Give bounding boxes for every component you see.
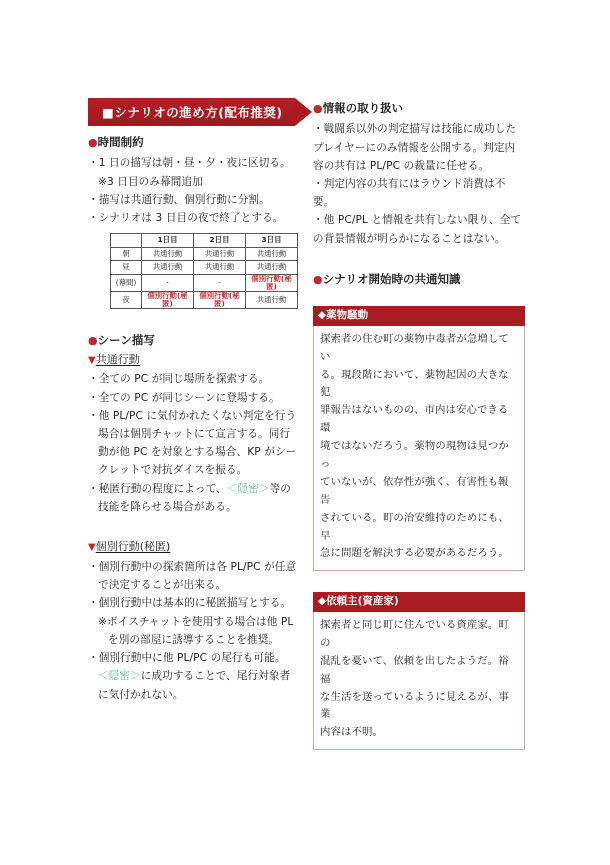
table-corner-cell — [111, 234, 142, 248]
time-limit-line: ※3 日目のみ幕間追加 — [98, 175, 203, 188]
heading-common-action-label: 共通行動 — [95, 352, 140, 366]
heading-info-handling-label: 情報の取り扱い — [322, 101, 404, 115]
table-col-header: 2日目 — [194, 234, 246, 248]
infobox-line: 探索者の住む町の薬物中毒者が急増してい — [320, 332, 509, 363]
triangle-bullet-icon: ▼ — [88, 354, 96, 366]
heading-time-limit-label: 時間制約 — [97, 135, 144, 149]
stealth-line-prefix: ・秘匿行動の程度によって、 — [88, 482, 227, 495]
circle-bullet-icon: ● — [88, 136, 98, 149]
section-ribbon-scenario-flow — [88, 98, 295, 126]
common-action-stealth-line-2: 技能を降らせる場合がある。 — [98, 500, 237, 513]
individual-action-line: ・個別行動中は基本的に秘匿描写とする。 — [88, 597, 292, 610]
table-cell: 共通行動 — [194, 247, 246, 261]
left-column — [88, 98, 300, 704]
info-handling-line: ・戦闘系以外の判定描写は技能に成功した — [313, 123, 517, 136]
circle-bullet-icon: ● — [313, 102, 323, 115]
common-action-line: 場合は個別チャットにて宣言する。同行 — [98, 428, 291, 441]
table-col-header: 1日目 — [142, 234, 194, 248]
table-row — [111, 261, 298, 275]
stealth-line-suffix: 等の — [269, 482, 291, 495]
individual-action-line: ・個別行動中に他 PL/PC の尾行も可能。 — [88, 652, 286, 665]
infobox-line: 内容は不明。 — [320, 726, 383, 739]
infobox-line: 探索者と同じ町に住んでいる資産家。町の — [320, 618, 509, 649]
heading-info-handling — [313, 101, 525, 116]
infobox-title: 薬物騒動 — [326, 309, 369, 322]
heading-common-action — [88, 353, 300, 368]
stealth-line-suffix: に成功することで、尾行対象者 — [140, 670, 291, 683]
table-header-row — [111, 234, 298, 248]
individual-action-line: ・個別行動中の探索箇所は各 PL/PC が任意 — [88, 560, 297, 573]
individual-action-stealth-line — [88, 667, 300, 685]
infobox-body — [313, 326, 525, 572]
table-row — [111, 274, 298, 291]
infobox-line: 急に問題を解決する必要があるだろう。 — [320, 547, 509, 560]
time-limit-line: ・シナリオは 3 日目の夜で終了とする。 — [88, 211, 284, 224]
table-row-label: 朝 — [111, 247, 142, 261]
table-col-header: 3日目 — [246, 234, 298, 248]
table-cell: 個別行動(秘匿) — [194, 291, 246, 308]
table-cell: - — [194, 274, 246, 291]
heading-common-knowledge — [313, 272, 525, 287]
table-cell: 共通行動 — [246, 261, 298, 275]
info-handling-line: の背景情報が明らかになることはない。 — [313, 232, 506, 245]
heading-scene-description — [88, 333, 300, 348]
diamond-bullet-icon: ◆ — [318, 309, 327, 322]
heading-common-knowledge-label: シナリオ開始時の共通知識 — [322, 271, 461, 286]
common-action-line: ・他 PL/PC に気付かれたくない判定を行う — [88, 409, 297, 422]
common-action-line: 動が他 PC を対象とする場合、KP がシー — [98, 446, 297, 459]
common-action-line: ・全ての PC が同じ場所を探索する。 — [88, 373, 270, 386]
circle-bullet-icon: ● — [313, 272, 323, 286]
individual-action-line: を別の部屋に誘導することを推奨。 — [108, 633, 280, 646]
common-action-line: クレットで対抗ダイスを振る。 — [98, 464, 248, 477]
table-cell: 共通行動 — [194, 261, 246, 275]
heading-individual-action-label: 個別行動(秘匿) — [95, 540, 171, 554]
table-cell: 共通行動 — [142, 247, 194, 261]
infobox-drug-incident — [313, 306, 525, 571]
infobox-line: されている。町の治安維持のためにも、早 — [320, 511, 509, 542]
heading-scene-description-label: シーン描写 — [97, 333, 155, 348]
infobox-header — [313, 306, 525, 326]
ribbon-label: シナリオの進め方(配布推奨) — [114, 105, 283, 120]
time-limit-line: ・1 日の描写は朝・昼・夕・夜に区切る。 — [88, 157, 291, 170]
table-row — [111, 247, 298, 261]
heading-time-limit — [88, 135, 300, 150]
table-row — [111, 291, 298, 308]
infobox-line: ていないが、依存性が強く、有害性も報告 — [320, 475, 509, 506]
info-handling-line: ・他 PC/PL と情報を共有しない限り、全て — [313, 214, 522, 227]
individual-action-line: で決定することが出来る。 — [98, 579, 227, 592]
circle-bullet-icon: ● — [88, 334, 98, 348]
table-cell: 共通行動 — [142, 261, 194, 275]
schedule-table — [110, 233, 298, 309]
table-cell: - — [142, 274, 194, 291]
diamond-bullet-icon: ◆ — [318, 595, 327, 608]
infobox-client-wealthy — [313, 592, 525, 750]
table-row-label: 夜 — [111, 291, 142, 308]
common-action-line: ・全ての PC が同じシーンに登場する。 — [88, 391, 280, 404]
infobox-line: な生活を送っているように見えるが、事業 — [320, 690, 509, 721]
infobox-body — [313, 612, 525, 750]
heading-individual-action — [88, 540, 300, 555]
infobox-line: 境ではないだろう。薬物の現物は見つかっ — [320, 440, 509, 470]
infobox-header — [313, 592, 525, 612]
individual-action-stealth-line-2: に気付かれない。 — [98, 688, 184, 701]
table-cell: 共通行動 — [246, 291, 298, 308]
infobox-line: 混乱を憂いて、依頼を出したようだ。裕福 — [320, 654, 509, 685]
info-handling-line: プレイヤーにのみ情報を公開する。判定内 — [313, 141, 516, 154]
time-limit-line: ・描写は共通行動、個別行動に分割。 — [88, 193, 270, 206]
infobox-title: 依頼主(資産家) — [326, 595, 399, 608]
info-handling-line: 容の共有は PL/PC の裁量に任せる。 — [313, 159, 490, 172]
infobox-line: 罪報告はないものの、市内は安心できる環 — [320, 404, 509, 435]
triangle-bullet-icon: ▼ — [88, 542, 96, 554]
table-row-label: 昼 — [111, 261, 142, 275]
stealth-skill-tag: ＜隠密＞ — [98, 670, 141, 683]
info-handling-line: ・判定内容の共有にはラウンド消費は不要。 — [313, 177, 506, 209]
individual-action-line: ※ボイスチャットを使用する場合は他 PL — [98, 615, 294, 628]
table-cell: 個別行動(秘匿) — [142, 291, 194, 308]
ribbon-marker: ■ — [102, 104, 115, 120]
table-cell: 共通行動 — [246, 247, 298, 261]
table-cell: 個別行動(秘匿) — [246, 274, 298, 291]
stealth-skill-tag: ＜隠密＞ — [226, 482, 270, 495]
common-action-stealth-line — [88, 480, 300, 498]
infobox-line: る。現段階において、薬物起因の大きな犯 — [320, 368, 509, 399]
right-column — [313, 98, 525, 750]
table-row-label: (幕間) — [111, 274, 142, 291]
